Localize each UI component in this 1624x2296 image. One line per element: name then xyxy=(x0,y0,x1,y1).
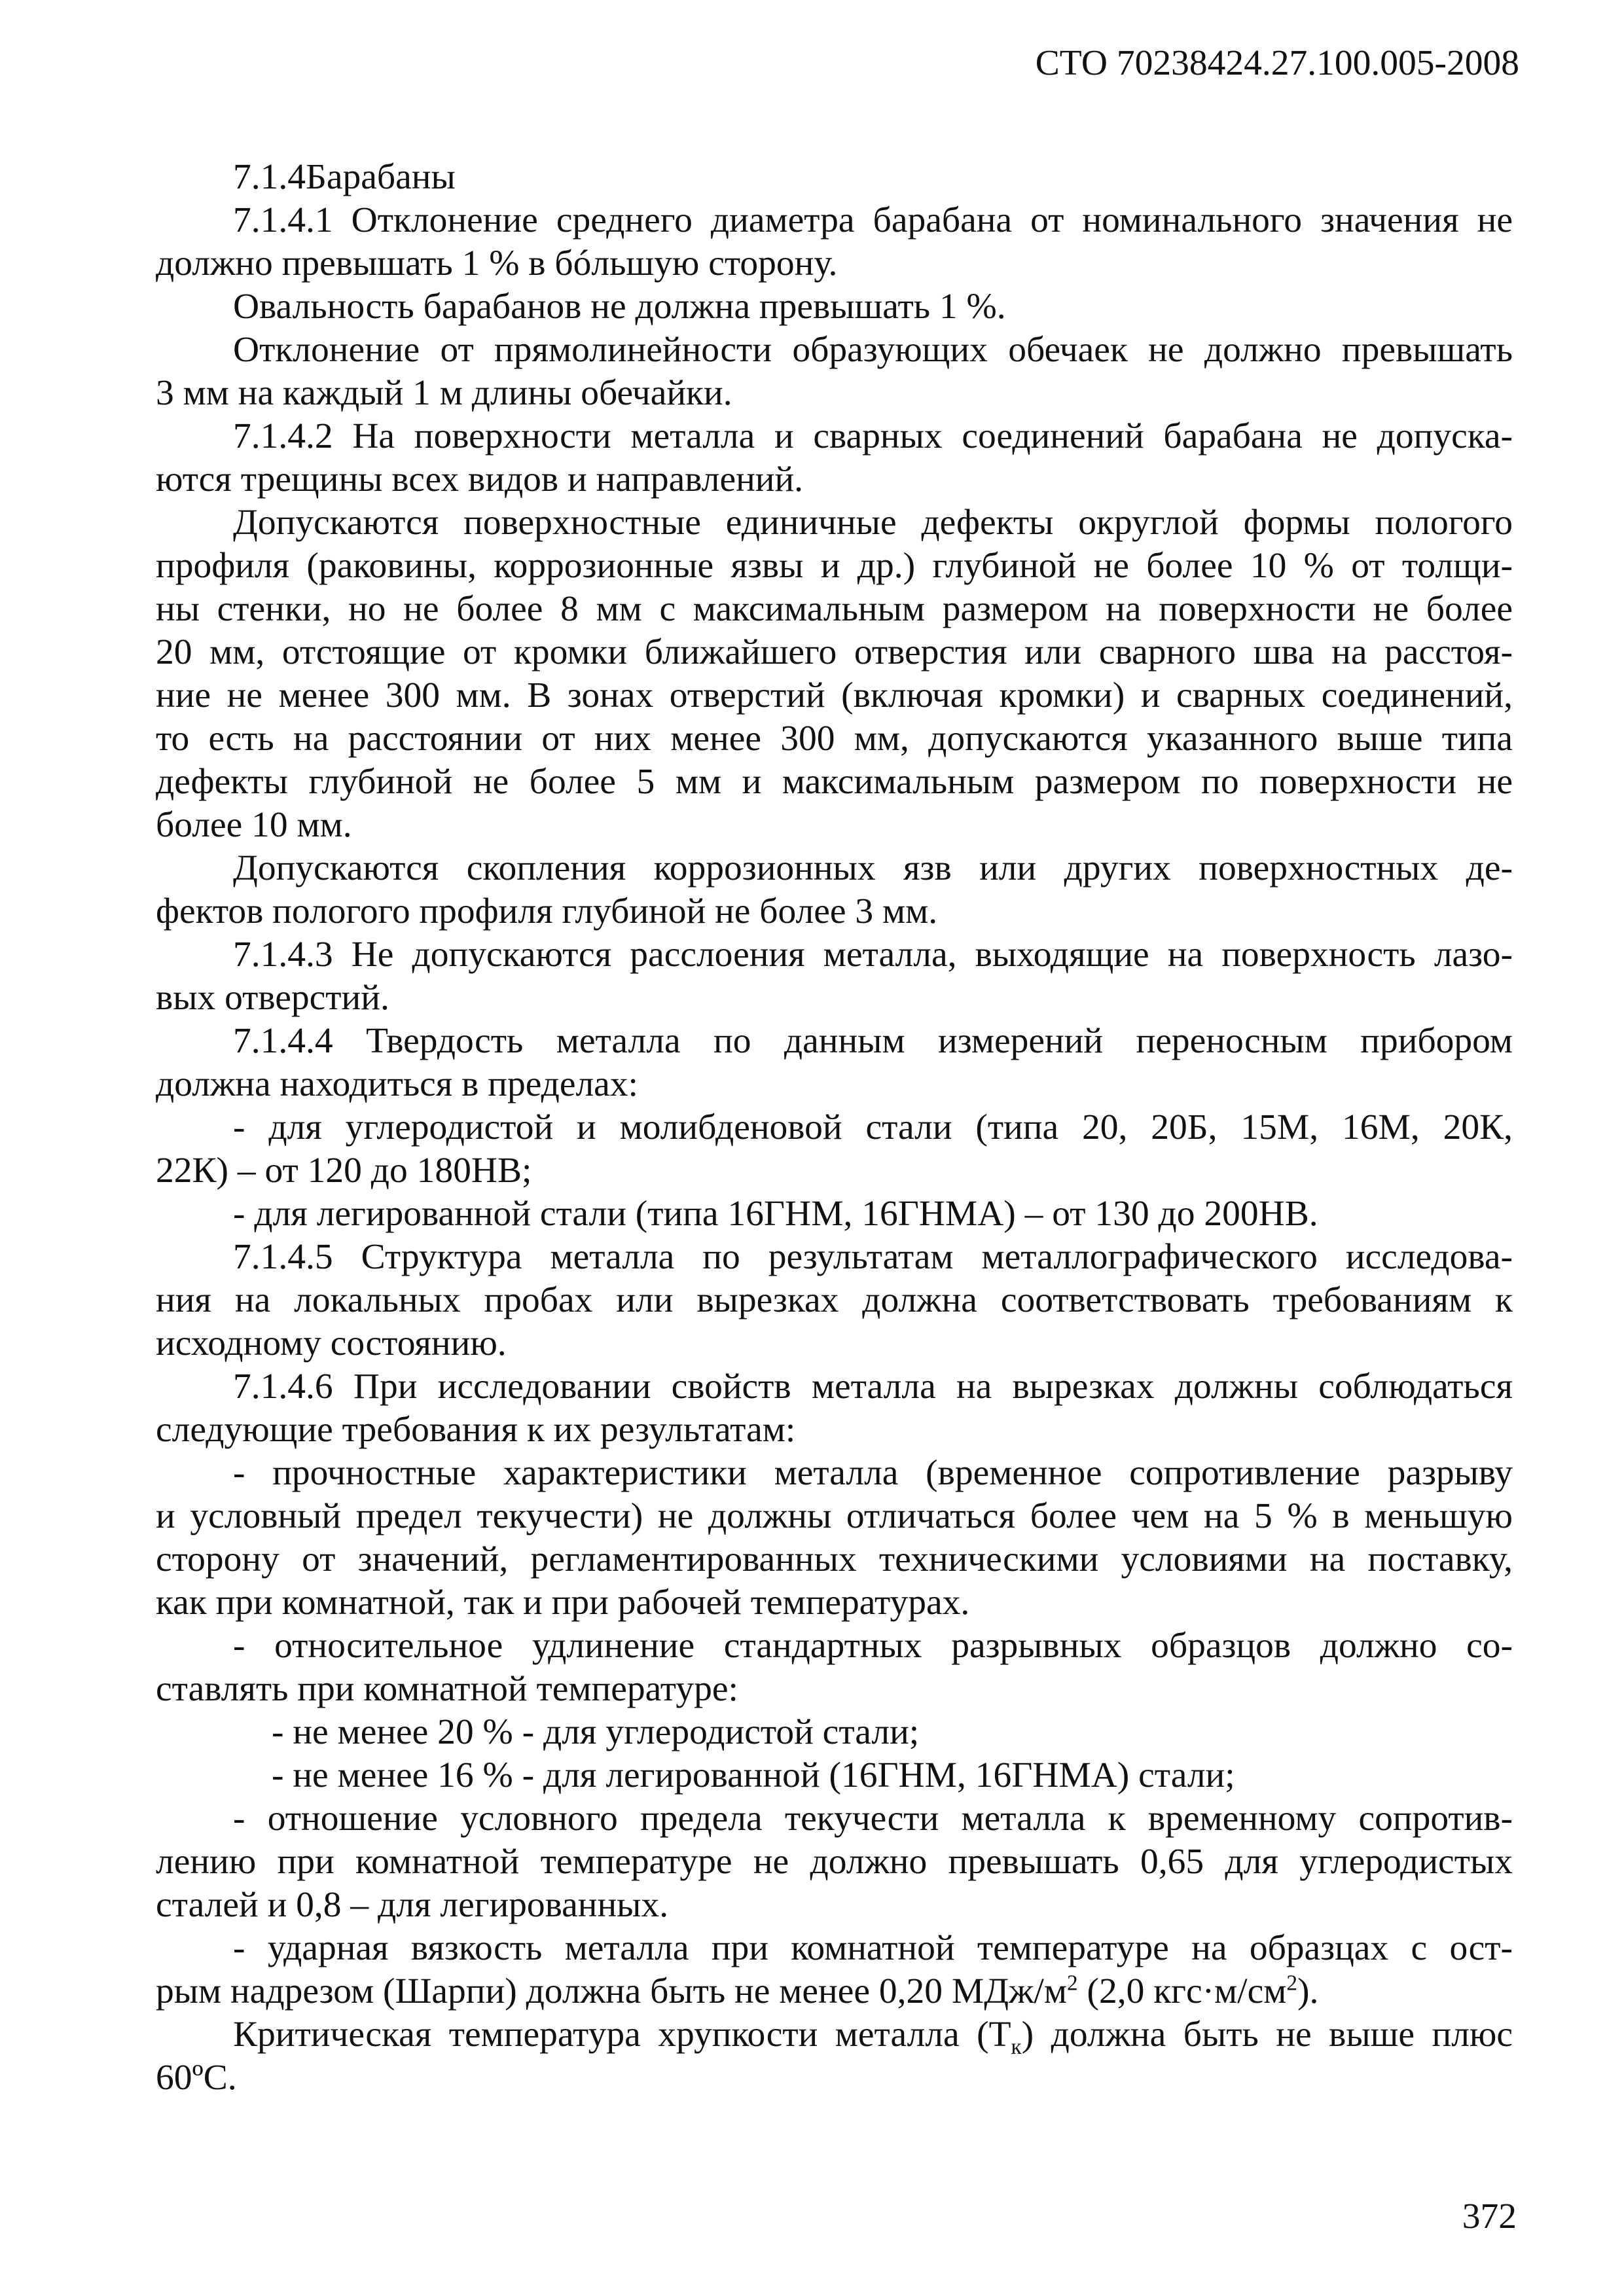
text-line: Отклонение от прямолинейности образующих обечаек не должно превышать xyxy=(233,330,1513,370)
critical-text: Критическая температура хрупкости металла (Т xyxy=(233,2015,1011,2054)
text-line: - ударная вязкость металла при комнатной температуре на образцах с ост- xyxy=(233,1928,1513,1968)
text-line: дефекты глубиной не более 5 мм и максимальным размером по поверхности не xyxy=(156,762,1513,802)
impact-text-mid: (2,0 кгс·м/см xyxy=(1077,1971,1287,2011)
text-line: - не менее 20 % - для углеродистой стали; xyxy=(272,1712,920,1752)
text-line: - для легированной стали (типа 16ГНМ, 16ГНМА) – от 130 до 200НВ. xyxy=(233,1194,1318,1234)
text-line: лению при комнатной температуре не должно превышать 0,65 для углеродистых xyxy=(156,1842,1513,1882)
text-line: 7.1.4.6 При исследовании свойств металла на вырезках должны соблюдаться xyxy=(233,1367,1513,1407)
text-line: - относительное удлинение стандартных разрывных образцов должно со- xyxy=(233,1626,1513,1666)
critical-text-end: ) должна быть не выше плюс xyxy=(1021,2015,1513,2054)
text-line: ния на локальных пробах или вырезках должна соответствовать требованиям к xyxy=(156,1280,1513,1320)
text-line: Допускаются скопления коррозионных язв или других поверхностных де- xyxy=(233,848,1513,888)
subscript: к xyxy=(1011,2035,1022,2060)
impact-text: рым надрезом (Шарпи) должна быть не менее 0,20 МДж/м xyxy=(156,1971,1067,2011)
text-line: 20 мм, отстоящие от кромки ближайшего отверстия или сварного шва на расстоя- xyxy=(156,632,1513,672)
text-line: Овальность барабанов не должна превышать 1 %. xyxy=(233,287,1006,327)
text-line: следующие требования к их результатам: xyxy=(156,1410,796,1450)
text-line: 7.1.4.3 Не допускаются расслоения металла, выходящие на поверхность лазо- xyxy=(233,935,1513,975)
text-line: вых отверстий. xyxy=(156,978,389,1018)
text-line: и условный предел текучести) не должны отличаться более чем на 5 % в меньшую xyxy=(156,1496,1513,1536)
text-line: должно превышать 1 % в бóльшую сторону. xyxy=(156,243,838,283)
text-line: - не менее 16 % - для легированной (16ГНМ, 16ГНМА) стали; xyxy=(272,1755,1235,1795)
text-line: как при комнатной, так и при рабочей температурах. xyxy=(156,1583,970,1623)
page-number: 372 xyxy=(1462,2197,1517,2236)
text-line: должна находиться в пределах: xyxy=(156,1064,638,1104)
text-line: профиля (раковины, коррозионные язвы и др.) глубиной не более 10 % от толщи- xyxy=(156,546,1513,586)
superscript: 2 xyxy=(1066,1971,1078,1996)
text-line: Допускаются поверхностные единичные дефекты округлой формы пологого xyxy=(233,503,1513,543)
text-line: исходному состоянию. xyxy=(156,1323,507,1363)
text-line: более 10 мм. xyxy=(156,805,352,845)
section-heading: 7.1.4Барабаны xyxy=(233,157,456,197)
text-line: ются трещины всех видов и направлений. xyxy=(156,459,804,499)
critical-temperature-line xyxy=(233,2013,1513,2060)
text-line: 22К) – от 120 до 180НВ; xyxy=(156,1151,532,1191)
text-line: 7.1.4.4 Твердость металла по данным измерений переносным прибором xyxy=(233,1021,1513,1061)
text-line: ны стенки, но не более 8 мм с максимальным размером на поверхности не более xyxy=(156,589,1513,629)
text-line: ставлять при комнатной температуре: xyxy=(156,1669,738,1709)
impact-strength-line xyxy=(156,1970,1318,2013)
text-line: - отношение условного предела текучести металла к временному сопротив- xyxy=(233,1799,1513,1839)
document-code-header: СТО 70238424.27.100.005-2008 xyxy=(1035,43,1519,83)
text-line: то есть на расстоянии от них менее 300 мм, допускаются указанного выше типа xyxy=(156,719,1513,759)
text-line: 3 мм на каждый 1 м длины обечайки. xyxy=(156,373,732,413)
text-line: 7.1.4.1 Отклонение среднего диаметра барабана от номинального значения не xyxy=(233,200,1513,240)
text-line: 7.1.4.5 Структура металла по результатам металлографического исследова- xyxy=(233,1237,1513,1277)
text-line: 60ºС. xyxy=(156,2058,237,2098)
text-line: - для углеродистой и молибденовой стали (типа 20, 20Б, 15М, 16М, 20К, xyxy=(233,1107,1513,1147)
text-line: фектов пологого профиля глубиной не более 3 мм. xyxy=(156,891,938,931)
text-line: сторону от значений, регламентированных техническими условиями на поставку, xyxy=(156,1539,1513,1579)
superscript: 2 xyxy=(1286,1971,1298,1996)
text-line: 7.1.4.2 На поверхности металла и сварных соединений барабана не допуска- xyxy=(233,416,1513,456)
text-line: сталей и 0,8 – для легированных. xyxy=(156,1885,669,1925)
text-line: - прочностные характеристики металла (временное сопротивление разрыву xyxy=(233,1453,1513,1493)
impact-text-end: ). xyxy=(1297,1971,1319,2011)
text-line: ние не менее 300 мм. В зонах отверстий (включая кромки) и сварных соединений, xyxy=(156,675,1513,715)
